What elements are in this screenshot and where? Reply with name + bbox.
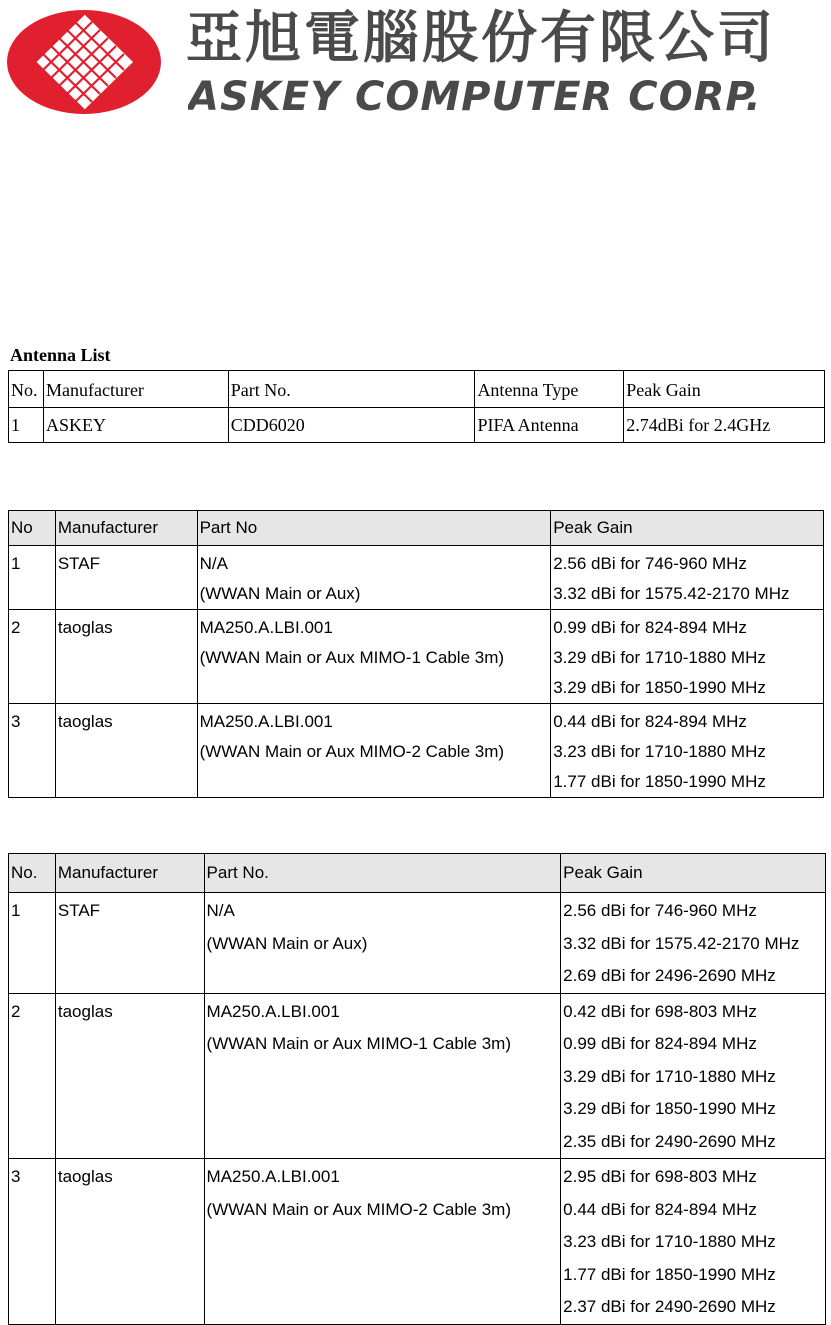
- part-line: MA250.A.LBI.001: [199, 618, 333, 637]
- cell-manufacturer: ASKEY: [43, 408, 228, 443]
- wwan-antenna-table-1: [8, 510, 824, 798]
- header-cell: Manufacturer: [55, 854, 204, 893]
- cell-no: 1: [9, 408, 44, 443]
- company-name-chinese: 亞旭電腦股份有限公司: [186, 6, 776, 71]
- header-cell: Peak Gain: [624, 371, 825, 408]
- gain-line: 0.44 dBi for 824-894 MHz: [563, 1199, 757, 1219]
- cell-peak-gain: [551, 610, 824, 704]
- part-line: N/A: [199, 554, 228, 573]
- gain-line: 2.56 dBi for 746-960 MHz: [553, 554, 747, 573]
- askey-logo-icon: [5, 8, 163, 116]
- gain-line: 2.69 dBi for 2496-2690 MHz: [563, 966, 776, 985]
- cell-part-no: [204, 1159, 561, 1325]
- cell-peak-gain: [561, 1159, 826, 1325]
- gain-line: 3.29 dBi for 1850-1990 MHz: [553, 678, 766, 697]
- letterhead: [0, 0, 831, 130]
- part-line: N/A: [206, 901, 235, 920]
- gain-line: 2.37 dBi for 2490-2690 MHz: [563, 1297, 776, 1316]
- cell-text: taoglas: [57, 618, 113, 637]
- cell-text: 2: [11, 618, 21, 637]
- part-line: (WWAN Main or Aux MIMO-1 Cable 3m): [199, 648, 505, 667]
- table-row: [9, 1159, 826, 1325]
- part-line: MA250.A.LBI.001: [199, 712, 333, 731]
- cell-manufacturer: [55, 704, 197, 798]
- table-row: [9, 704, 824, 798]
- gain-line: 3.23 dBi for 1710-1880 MHz: [553, 742, 766, 761]
- cell-text: STAF: [57, 901, 101, 920]
- cell-text: 1: [11, 901, 21, 920]
- cell-peak-gain: [551, 546, 824, 610]
- cell-manufacturer: [55, 546, 197, 610]
- gain-line: 1.77 dBi for 1850-1990 MHz: [553, 772, 766, 791]
- header-cell: No.: [9, 854, 56, 893]
- header-cell: Part No: [197, 511, 551, 546]
- cell-text: 1: [11, 554, 21, 573]
- cell-no: [9, 704, 56, 798]
- cell-text: 3: [11, 712, 21, 731]
- gain-line: 0.44 dBi for 824-894 MHz: [553, 712, 747, 731]
- table-row: [9, 610, 824, 704]
- cell-part-no: CDD6020: [228, 408, 475, 443]
- part-line: MA250.A.LBI.001: [206, 1001, 340, 1021]
- wwan-antenna-table-2: [8, 853, 826, 1325]
- header-cell: Part No.: [204, 854, 561, 893]
- cell-no: [9, 546, 56, 610]
- part-line: (WWAN Main or Aux): [199, 584, 361, 603]
- gain-line: 3.32 dBi for 1575.42-2170 MHz: [563, 933, 800, 953]
- cell-peak-gain: [551, 704, 824, 798]
- header-cell: No: [9, 511, 56, 546]
- table-header-row: [9, 371, 825, 408]
- cell-no: [9, 1159, 56, 1325]
- header-cell: Manufacturer: [55, 511, 197, 546]
- gain-line: 3.29 dBi for 1850-1990 MHz: [563, 1099, 776, 1118]
- cell-part-no: [204, 893, 561, 994]
- gain-line: 3.32 dBi for 1575.42-2170 MHz: [553, 584, 790, 603]
- cell-text: taoglas: [57, 1001, 113, 1021]
- cell-peak-gain: [561, 993, 826, 1159]
- cell-text: 3: [11, 1167, 21, 1186]
- gain-line: 0.42 dBi for 698-803 MHz: [563, 1001, 757, 1021]
- header-cell: Manufacturer: [43, 371, 228, 408]
- cell-text: STAF: [57, 554, 101, 573]
- gain-line: 2.35 dBi for 2490-2690 MHz: [563, 1131, 776, 1151]
- antenna-list-table: [8, 370, 825, 443]
- part-line: (WWAN Main or Aux MIMO-1 Cable 3m): [206, 1034, 512, 1053]
- cell-manufacturer: [55, 610, 197, 704]
- cell-part-no: [204, 993, 561, 1159]
- gain-line: 1.77 dBi for 1850-1990 MHz: [563, 1264, 776, 1284]
- cell-antenna-type: PIFA Antenna: [475, 408, 624, 443]
- table-row: [9, 893, 826, 994]
- antenna-list-title: Antenna List: [10, 345, 111, 365]
- gain-line: 0.99 dBi for 824-894 MHz: [563, 1034, 757, 1053]
- gain-line: 0.99 dBi for 824-894 MHz: [553, 618, 747, 637]
- cell-text: taoglas: [57, 1167, 113, 1186]
- cell-manufacturer: [55, 1159, 204, 1325]
- cell-peak-gain: [561, 893, 826, 994]
- part-line: (WWAN Main or Aux MIMO-2 Cable 3m): [199, 742, 505, 761]
- gain-line: 2.56 dBi for 746-960 MHz: [563, 901, 757, 920]
- part-line: (WWAN Main or Aux): [206, 933, 368, 953]
- header-cell: Peak Gain: [551, 511, 824, 546]
- cell-no: [9, 610, 56, 704]
- cell-part-no: [197, 704, 551, 798]
- header-cell: No.: [9, 371, 44, 408]
- part-line: MA250.A.LBI.001: [206, 1167, 340, 1186]
- gain-line: 3.29 dBi for 1710-1880 MHz: [553, 648, 766, 667]
- gain-line: 2.95 dBi for 698-803 MHz: [563, 1167, 757, 1186]
- cell-text: taoglas: [57, 712, 113, 731]
- table-header-row: [9, 511, 824, 546]
- cell-text: 2: [11, 1001, 21, 1021]
- header-cell: Peak Gain: [561, 854, 826, 893]
- cell-no: [9, 893, 56, 994]
- part-line: (WWAN Main or Aux MIMO-2 Cable 3m): [206, 1199, 512, 1219]
- header-cell: Antenna Type: [475, 371, 624, 408]
- cell-peak-gain: 2.74dBi for 2.4GHz: [624, 408, 825, 443]
- company-name-english: ASKEY COMPUTER CORP.: [188, 74, 762, 120]
- cell-manufacturer: [55, 893, 204, 994]
- cell-part-no: [197, 546, 551, 610]
- table-row: [9, 408, 825, 443]
- cell-manufacturer: [55, 993, 204, 1159]
- gain-line: 3.29 dBi for 1710-1880 MHz: [563, 1066, 776, 1086]
- cell-no: [9, 993, 56, 1159]
- table-header-row: [9, 854, 826, 893]
- table-row: [9, 993, 826, 1159]
- cell-part-no: [197, 610, 551, 704]
- gain-line: 3.23 dBi for 1710-1880 MHz: [563, 1232, 776, 1251]
- header-cell: Part No.: [228, 371, 475, 408]
- table-row: [9, 546, 824, 610]
